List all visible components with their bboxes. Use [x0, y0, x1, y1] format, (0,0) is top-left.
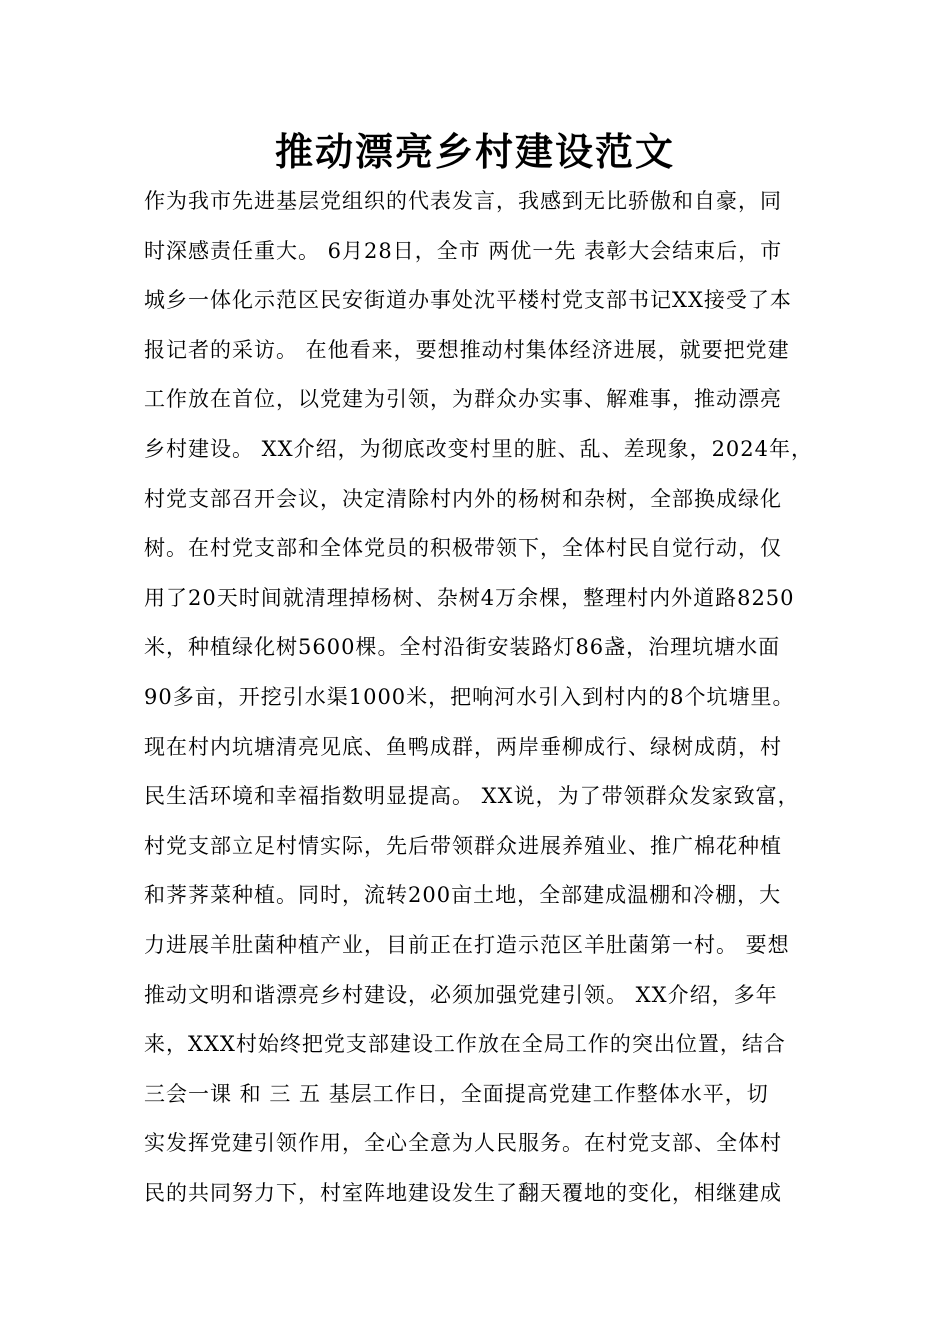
body-line: 乡村建设。 XX介绍，为彻底改变村里的脏、乱、差现象，2024年，	[144, 436, 814, 461]
body-line: 民的共同努力下，村室阵地建设发生了翻天覆地的变化，相继建成	[144, 1180, 782, 1205]
body-line: 90多亩，开挖引水渠1000米，把响河水引入到村内的8个坑塘里。	[144, 684, 795, 709]
body-line: 实发挥党建引领作用，全心全意为人民服务。在村党支部、全体村	[144, 1131, 782, 1156]
body-line: 村党支部召开会议，决定清除村内外的杨树和杂树，全部换成绿化	[144, 486, 782, 511]
body-line: 米，种植绿化树5600棵。全村沿街安装路灯86盏，治理坑塘水面	[144, 635, 781, 660]
body-line: 来，XXX村始终把党支部建设工作放在全局工作的突出位置，结合	[144, 1032, 786, 1057]
body-line: 用了20天时间就清理掉杨树、杂树4万余棵，整理村内外道路8250	[144, 585, 795, 610]
body-line: 和荠荠菜种植。同时，流转200亩土地，全部建成温棚和冷棚，大	[144, 883, 782, 908]
body-line: 作为我市先进基层党组织的代表发言，我感到无比骄傲和自豪，同	[144, 189, 782, 213]
body-line: 工作放在首位，以党建为引领，为群众办实事、解难事，推动漂亮	[144, 387, 782, 412]
body-line: 推动文明和谐漂亮乡村建设，必须加强党建引领。 XX介绍，多年	[144, 982, 778, 1007]
document-title: 推动漂亮乡村建设范文	[274, 130, 675, 174]
body-line: 民生活环境和幸福指数明显提高。 XX说，为了带领群众发家致富，	[144, 784, 800, 809]
body-line: 时深感责任重大。 6月28日，全市 两优一先 表彰大会结束后，市	[144, 238, 783, 263]
body-line: 报记者的采访。 在他看来，要想推动村集体经济进展，就要把党建	[144, 337, 790, 362]
body-line: 村党支部立足村情实际，先后带领群众进展养殖业、推广棉花种植	[144, 833, 782, 858]
body-line: 树。在村党支部和全体党员的积极带领下，全体村民自觉行动，仅	[144, 536, 782, 561]
body-line: 城乡一体化示范区民安街道办事处沈平楼村党支部书记XX接受了本	[144, 288, 792, 313]
body-line: 三会一课 和 三 五 基层工作日，全面提高党建工作整体水平，切	[144, 1081, 769, 1106]
body-line: 现在村内坑塘清亮见底、鱼鸭成群，两岸垂柳成行、绿树成荫，村	[144, 734, 782, 759]
document-body	[144, 180, 814, 1221]
body-line: 力进展羊肚菌种植产业，目前正在打造示范区羊肚菌第一村。 要想	[144, 932, 790, 957]
